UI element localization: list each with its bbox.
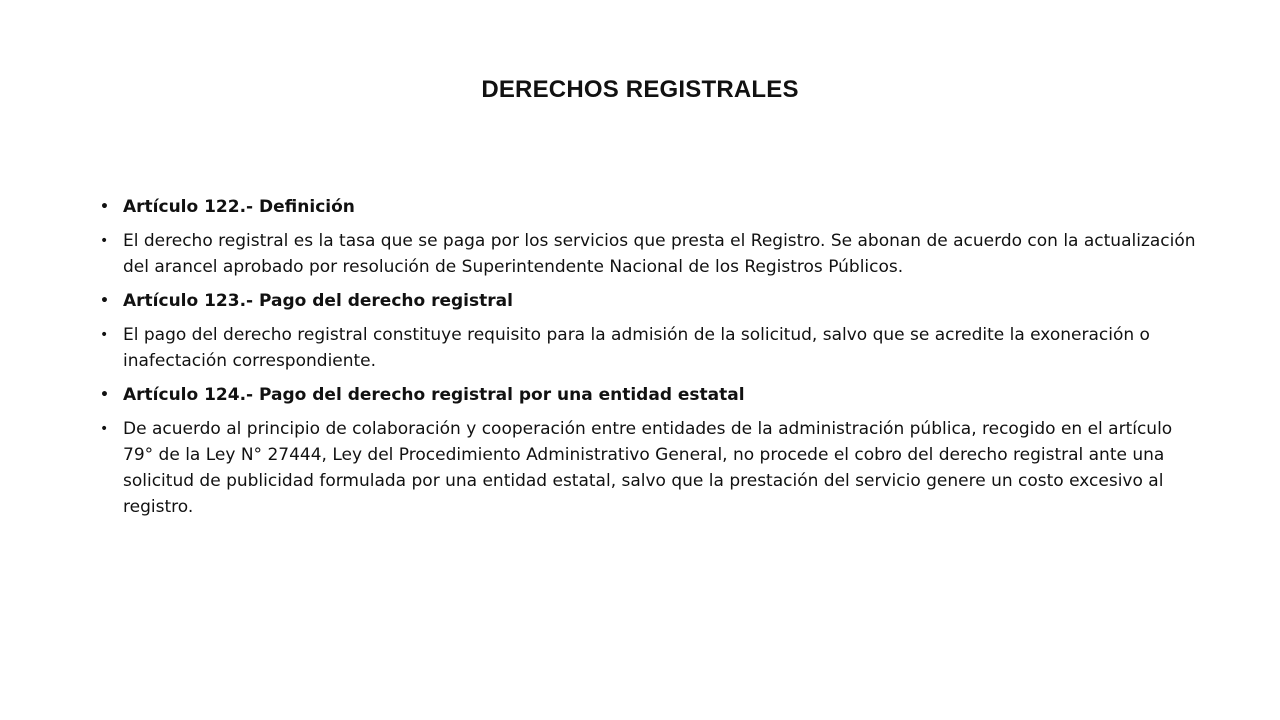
- bullet-item-article-124-body: [100, 416, 1200, 520]
- bullet-icon: •: [100, 233, 109, 249]
- bullet-list: [100, 194, 1200, 528]
- bullet-icon: •: [100, 421, 109, 437]
- bullet-text: Artículo 123.- Pago del derecho registral: [123, 291, 513, 311]
- bullet-icon: •: [100, 327, 109, 343]
- bullet-text: Artículo 124.- Pago del derecho registral por una entidad estatal: [123, 385, 745, 405]
- bullet-text: El derecho registral es la tasa que se paga por los servicios que presta el Registro. Se abonan de acuerdo con la actualización del arancel aprobado por resolución de Superintendente Nacional de los Registros Públicos.: [123, 231, 1196, 277]
- bullet-text: Artículo 122.- Definición: [123, 197, 355, 217]
- bullet-item-article-124-heading: [100, 382, 1200, 408]
- bullet-item-article-123-body: [100, 322, 1200, 374]
- bullet-text: De acuerdo al principio de colaboración y cooperación entre entidades de la administración pública, recogido en el artículo 79° de la Ley N° 27444, Ley del Procedimiento Administrativo General, no procede el cobro del derecho registral ante una solicitud de publicidad formulada por una entidad estatal, salvo que la prestación del servicio genere un costo excesivo al registro.: [123, 419, 1173, 517]
- bullet-icon: •: [100, 293, 109, 309]
- slide-title: DERECHOS REGISTRALES: [481, 76, 799, 103]
- bullet-item-article-123-heading: [100, 288, 1200, 314]
- bullet-text: El pago del derecho registral constituye requisito para la admisión de la solicitud, salvo que se acredite la exoneración o inafectación correspondiente.: [123, 325, 1150, 371]
- bullet-icon: •: [100, 387, 109, 403]
- bullet-icon: •: [100, 199, 109, 215]
- bullet-item-article-122-body: [100, 228, 1200, 280]
- bullet-item-article-122-heading: [100, 194, 1200, 220]
